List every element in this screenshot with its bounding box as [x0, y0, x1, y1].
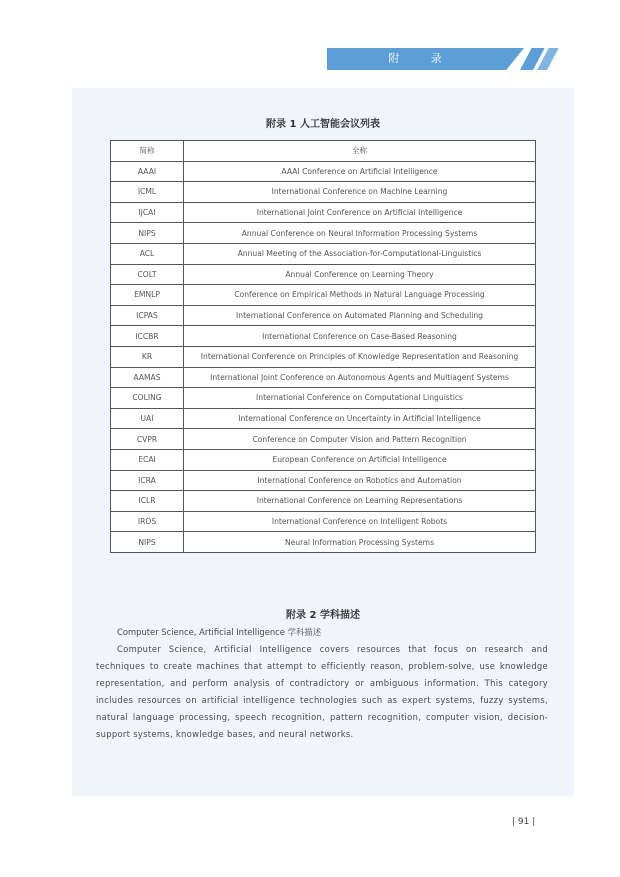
cell-abbr: KR [111, 346, 184, 367]
cell-fullname: Conference on Computer Vision and Pattern Recognition [184, 429, 536, 450]
cell-fullname: International Conference on Learning Representations [184, 491, 536, 512]
cell-abbr: AAAI [111, 161, 184, 182]
cell-fullname: Conference on Empirical Methods in Natural Language Processing [184, 285, 536, 306]
table-row [111, 388, 536, 409]
cell-abbr: CVPR [111, 429, 184, 450]
cell-fullname: International Conference on Machine Learning [184, 182, 536, 203]
cell-abbr: NIPS [111, 532, 184, 553]
page-number: | 91 | [512, 817, 536, 827]
cell-fullname: Annual Meeting of the Association-for-Computational-Linguistics [184, 243, 536, 264]
table-row [111, 264, 536, 285]
table-row [111, 367, 536, 388]
cell-fullname: Neural Information Processing Systems [184, 532, 536, 553]
cell-fullname: International Conference on Case-Based Reasoning [184, 326, 536, 347]
cell-abbr: COLING [111, 388, 184, 409]
cell-fullname: International Joint Conference on Autonomous Agents and Multiagent Systems [184, 367, 536, 388]
cell-abbr: COLT [111, 264, 184, 285]
conference-table [110, 140, 536, 553]
table-row [111, 182, 536, 203]
cell-abbr: ACL [111, 243, 184, 264]
table-row [111, 346, 536, 367]
cell-abbr: ICPAS [111, 305, 184, 326]
cell-fullname: European Conference on Artificial Intelligence [184, 449, 536, 470]
section2-subtitle: Computer Science, Artificial Intelligence 学科描述 [117, 627, 322, 637]
table-row [111, 408, 536, 429]
cell-fullname: Annual Conference on Learning Theory [184, 264, 536, 285]
cell-fullname: International Conference on Robotics and Automation [184, 470, 536, 491]
table-row [111, 470, 536, 491]
table-row [111, 243, 536, 264]
column-header-abbr: 简称 [111, 141, 184, 162]
cell-fullname: International Conference on Intelligent Robots [184, 511, 536, 532]
cell-abbr: UAI [111, 408, 184, 429]
banner-label: 附 录 [388, 52, 456, 65]
table-row [111, 326, 536, 347]
cell-abbr: ICLR [111, 491, 184, 512]
table-row [111, 223, 536, 244]
cell-abbr: IROS [111, 511, 184, 532]
cell-fullname: International Conference on Principles of Knowledge Representation and Reasoning [184, 346, 536, 367]
table-row [111, 161, 536, 182]
cell-fullname: International Conference on Computational Linguistics [184, 388, 536, 409]
table-row [111, 305, 536, 326]
cell-fullname: International Conference on Automated Planning and Scheduling [184, 305, 536, 326]
cell-abbr: NIPS [111, 223, 184, 244]
cell-fullname: AAAI Conference on Artificial Intelligence [184, 161, 536, 182]
table-row [111, 429, 536, 450]
table-header-row [111, 141, 536, 162]
table-row [111, 511, 536, 532]
cell-abbr: AAMAS [111, 367, 184, 388]
table-row [111, 285, 536, 306]
cell-abbr: IJCAI [111, 202, 184, 223]
table-title: 附录 1 人工智能会议列表 [266, 119, 380, 130]
cell-fullname: International Conference on Uncertainty in Artificial Intelligence [184, 408, 536, 429]
cell-abbr: EMNLP [111, 285, 184, 306]
cell-abbr: ECAI [111, 449, 184, 470]
table-row [111, 491, 536, 512]
table-row [111, 449, 536, 470]
cell-abbr: ICRA [111, 470, 184, 491]
column-header-fullname: 全称 [184, 141, 536, 162]
cell-fullname: Annual Conference on Neural Information Processing Systems [184, 223, 536, 244]
section2-body: Computer Science, Artificial Intelligence covers resources that focus on research and techniques to create machines that attempt to efficiently reason, problem-solve, use knowledge representation, and perform analysis of contradictory or ambiguous information. This category includes resources on artificial intelligence technologies such as expert systems, fuzzy systems, natural language processing, speech recognition, pattern recognition, computer vision, decision-support systems, knowledge bases, and neural networks. [96, 644, 548, 739]
cell-abbr: ICML [111, 182, 184, 203]
table-row [111, 532, 536, 553]
cell-fullname: International Joint Conference on Artificial Intelligence [184, 202, 536, 223]
cell-abbr: ICCBR [111, 326, 184, 347]
content-panel [72, 88, 574, 796]
section2-title: 附录 2 学科描述 [286, 610, 360, 621]
table-body [111, 161, 536, 552]
table-row [111, 202, 536, 223]
